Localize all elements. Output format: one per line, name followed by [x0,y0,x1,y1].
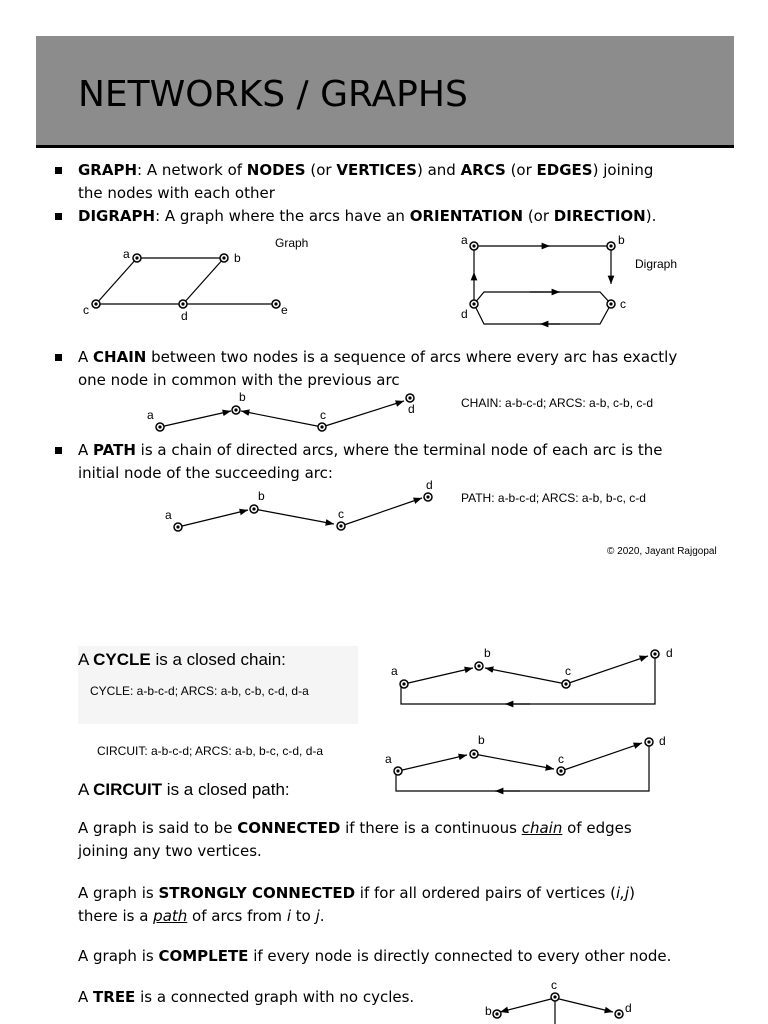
text: joining any two vertices. [78,842,262,860]
node-label: c [551,978,557,992]
node-label: d [408,402,415,416]
term-circuit: CIRCUIT [93,780,163,799]
emph-chain: chain [521,819,563,837]
text: between two nodes is a sequence of arcs where every arc has exactly [146,348,678,366]
node [607,242,615,250]
text: A [78,650,94,669]
node-label: a [123,247,130,261]
node [272,300,280,308]
text: the nodes with each other [78,184,275,202]
node [607,300,615,308]
text: there is a [78,907,154,925]
node [557,767,565,775]
text: if every node is directly connected to every other node. [248,947,672,965]
term-graph: GRAPH [78,161,138,179]
node [493,1010,501,1018]
node [174,523,182,531]
node [562,680,570,688]
copyright-note: © 2020, Jayant Rajgopal [607,546,717,557]
digraph-caption: Digraph [635,257,678,271]
node-label: c [558,752,564,766]
node-label: e [281,303,288,317]
node-label: d [659,734,666,748]
text: (or [505,161,537,179]
node-label: b [618,233,625,247]
emph-i: i [286,907,291,925]
node-label: a [461,233,468,247]
node [394,767,402,775]
node [250,505,258,513]
text: A graph is [78,947,159,965]
node-label: d [461,307,468,321]
text: A [78,988,94,1006]
node [645,738,653,746]
term-direction: DIRECTION [553,207,646,225]
text: A [78,780,94,799]
text: A graph is [78,884,159,902]
digraph [474,246,611,324]
text: if for all ordered pairs of vertices ( [355,884,616,902]
node-label: a [385,752,392,766]
graph-caption: Graph [275,236,309,250]
node [179,300,187,308]
text: if there is a continuous [340,819,522,837]
emph-j: j [315,907,320,925]
path-diagram [178,498,422,527]
node-label: d [426,478,433,492]
term-arcs: ARCS [460,161,506,179]
text: . [319,907,325,925]
text: (or [305,161,337,179]
node [232,406,240,414]
node-label: c [620,297,626,311]
node-label: c [565,664,571,678]
node-label: b [239,390,246,404]
node-label: c [338,507,344,521]
text: is a chain of directed arcs, where the terminal node of each arc is the [135,441,663,459]
node-label: b [484,646,491,660]
term-cycle: CYCLE [93,650,151,669]
term-orientation: ORIENTATION [409,207,524,225]
node [475,662,483,670]
term-vertices: VERTICES [336,161,417,179]
text: : A graph where the arcs have an [155,207,410,225]
text: ) [629,884,635,902]
text: A [78,441,94,459]
term-strongly-connected: STRONGLY CONNECTED [158,884,356,902]
chain-caption: CHAIN: a-b-c-d; ARCS: a-b, c-b, c-d [461,396,654,410]
node-label: b [485,1004,492,1018]
node [406,394,414,402]
term-edges: EDGES [536,161,593,179]
text: of arcs from [187,907,287,925]
text: A [78,348,94,366]
text: of edges [562,819,632,837]
text: is a connected graph with no cycles. [135,988,415,1006]
term-chain: CHAIN [93,348,147,366]
node-label: b [234,251,241,265]
text: is a closed chain: [150,650,286,669]
text: A graph is said to be [78,819,238,837]
node-label: a [165,508,172,522]
node [337,522,345,530]
term-nodes: NODES [246,161,306,179]
node [156,423,164,431]
node-label: c [320,408,326,422]
chain-diagram [160,401,404,427]
node [470,242,478,250]
text: ). [645,207,657,225]
node-label: c [83,303,89,317]
page-title: NETWORKS / GRAPHS [78,74,468,115]
cycle-diagram [401,656,655,704]
node [470,750,478,758]
term-connected: CONNECTED [237,819,341,837]
text: initial node of the succeeding arc: [78,464,333,482]
tree-diagram [500,998,613,1024]
emph-path: path [153,907,188,925]
node [133,254,141,262]
text: to [290,907,316,925]
emph-ij: i,j [615,884,630,902]
path-caption: PATH: a-b-c-d; ARCS: a-b, b-c, c-d [461,491,646,505]
node-label: b [258,489,265,503]
node [615,1010,623,1018]
undirected-graph [96,258,276,304]
node-label: a [147,408,154,422]
node [651,650,659,658]
term-tree: TREE [93,988,136,1006]
text: one node in common with the previous arc [78,371,400,389]
cycle-definition: CYCLE: a-b-c-d; ARCS: a-b, c-b, c-d, d-a [90,684,309,698]
node-label: d [181,309,188,323]
term-digraph: DIGRAPH [78,207,156,225]
node [92,300,100,308]
text: ) joining [592,161,654,179]
text: is a closed path: [162,780,290,799]
node-label: a [391,664,398,678]
node [400,680,408,688]
node-label: d [666,646,673,660]
node [470,300,478,308]
node [551,993,559,1001]
node [220,254,228,262]
node [424,493,432,501]
node [318,423,326,431]
term-complete: COMPLETE [158,947,249,965]
text: (or [523,207,554,225]
circuit-definition: CIRCUIT: a-b-c-d; ARCS: a-b, b-c, c-d, d-a [97,744,324,758]
node-label: b [478,733,485,747]
node-label: d [625,1001,632,1015]
term-path: PATH [93,441,136,459]
text: : A network of [137,161,247,179]
text: ) and [416,161,461,179]
circuit-diagram [396,743,649,791]
